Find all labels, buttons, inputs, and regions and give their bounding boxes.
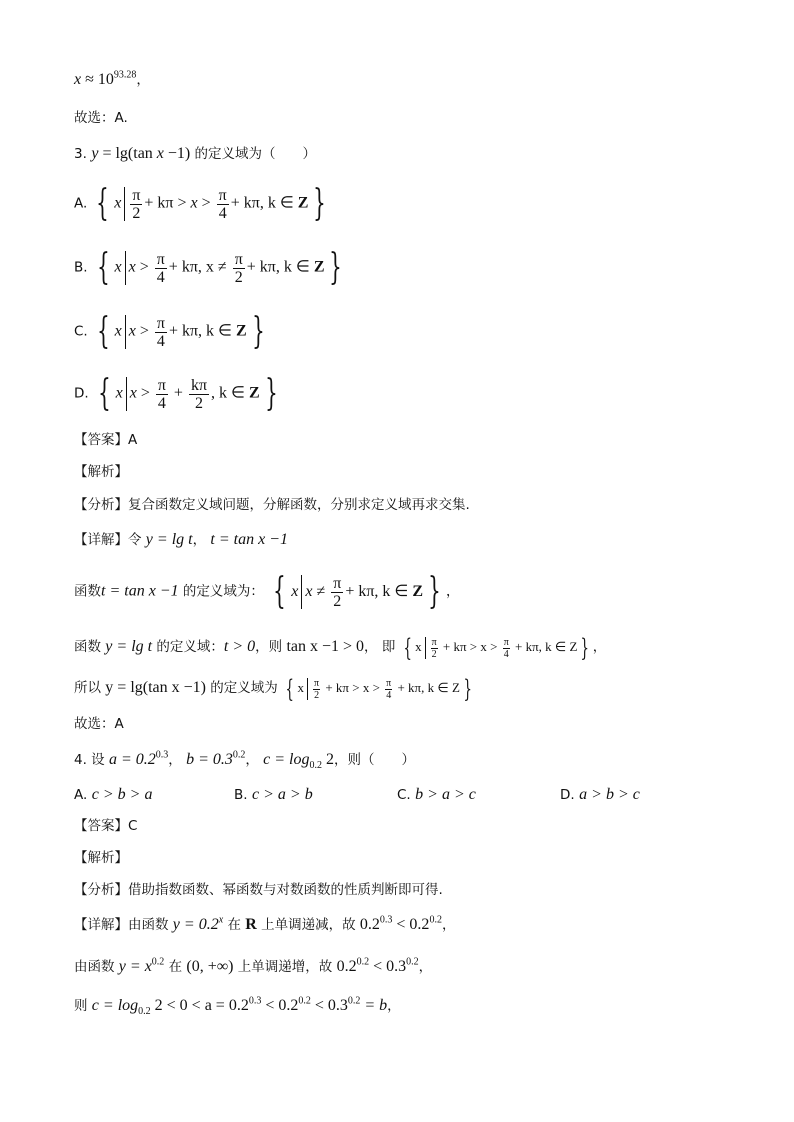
analysis-4: 【解析】	[74, 850, 128, 866]
analysis-3: 【解析】	[74, 464, 128, 480]
answer-select-3: 故选：A	[74, 716, 124, 732]
option-4b[interactable]: B. c > a > b	[234, 786, 313, 803]
question-4: 4. 设 $a = 0.2^{0.3}$， $b = 0.3^{0.2}$， $c = \log_{0.2} 2$，则（ ）	[74, 749, 415, 772]
option-4a[interactable]: A. c > b > a	[74, 786, 153, 803]
detail-4-line3: 则 $c = \log_{0.2} 2 < 0 < a = 0.2^{0.3} < 0.2^{0.2} < 0.3^{0.2} = b$，	[74, 995, 401, 1018]
line-x-approx: $x \approx 10^{93.28}$，	[74, 69, 150, 88]
question-3: 3. y = lg(tan x −1) 的定义域为（ ）	[74, 145, 317, 162]
fenxi-3: 【分析】复合函数定义域问题，分解函数，分别求定义域再求交集.	[74, 497, 470, 513]
detail-3-line1: 【详解】令 y = lg t， t = tan x −1	[74, 531, 288, 548]
fenxi-4: 【分析】借助指数函数、幂函数与对数函数的性质判断即可得.	[74, 882, 443, 898]
detail-3-line4: 所以 y = lg(tan x −1) 的定义域为 { x $\frac{\pi}{2}$ + kπ > x > $\frac{\pi}{4}$ + kπ, k ∈ Z }	[74, 675, 472, 703]
option-3d[interactable]: D. { x x > $\frac{\pi}{4}$ + $\frac{k\pi}{2}$ , k ∈ Z }	[74, 373, 278, 414]
option-3c[interactable]: C. { x x > $\frac{\pi}{4}$ + kπ, k ∈ Z }	[74, 311, 265, 352]
detail-3-line2: 函数t = tan x −1 的定义域为： { x x ≠ $\frac{\pi}{2}$ + kπ, k ∈ Z } ，	[74, 571, 460, 612]
answer-4: 【答案】C	[74, 818, 138, 834]
option-4d[interactable]: D. a > b > c	[560, 786, 640, 803]
option-3a[interactable]: A. { x $\frac{\pi}{2}$ + kπ > x > $\frac{\pi}{4}$ + kπ, k ∈ Z }	[74, 183, 327, 224]
detail-3-line3: 函数 y = lg t 的定义域：t > 0，则 tan x −1 > 0， 即 { x $\frac{\pi}{2}$ + kπ > x > $\frac{\pi}{4}$ + kπ, k ∈ Z } ，	[74, 634, 607, 662]
detail-4-line1: 【详解】由函数 $y = 0.2^x$ 在 R 上单调递减，故 $0.2^{0.3} < 0.2^{0.2}$，	[74, 914, 456, 933]
option-3b[interactable]: B. { x x > $\frac{\pi}{4}$ + kπ, x ≠ $\frac{\pi}{2}$ + kπ, k ∈ Z }	[74, 247, 343, 288]
answer-select-prev: 故选：A.	[74, 110, 128, 126]
answer-3: 【答案】A	[74, 432, 138, 448]
option-4c[interactable]: C. b > a > c	[397, 786, 476, 803]
detail-4-line2: 由函数 $y = x^{0.2}$ 在 (0, +∞) 上单调递增，故 $0.2^{0.2} < 0.3^{0.2}$，	[74, 956, 433, 975]
